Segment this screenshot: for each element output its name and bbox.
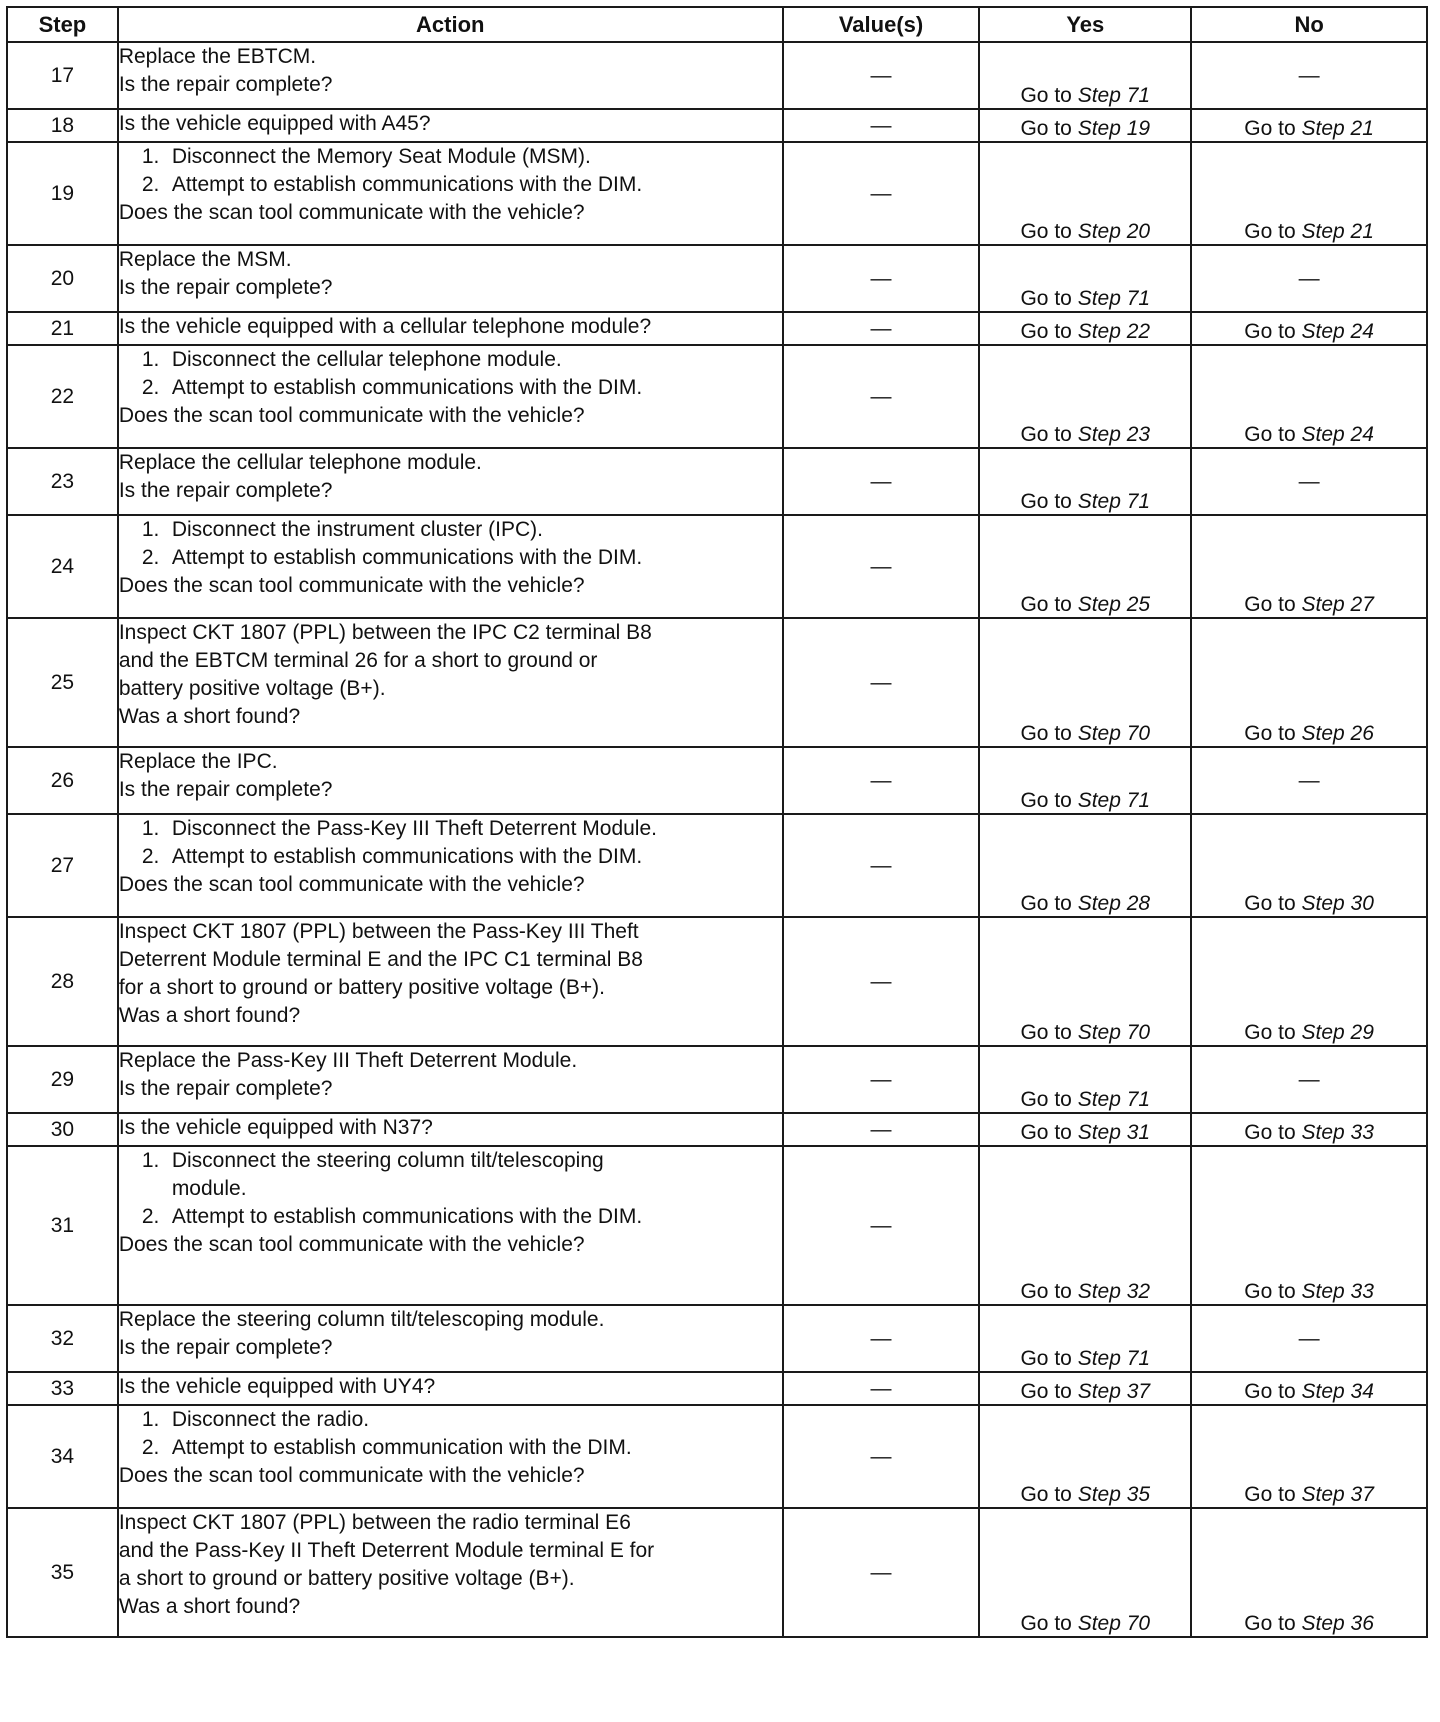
table-row [7,814,1427,917]
step-reference: Step 32 [1077,1280,1151,1303]
yes-cell [979,109,1191,142]
action-cell [118,1146,783,1305]
table-row [7,42,1427,109]
action-line [119,1462,782,1490]
go-to-prefix: Go to [1020,1088,1072,1111]
action-cell [118,42,783,109]
action-line [119,477,782,505]
action-line-text: Replace the cellular telephone module. [118,451,482,474]
yes-cell [979,1046,1191,1113]
action-line-text: Replace the MSM. [118,248,292,271]
action-line-text: Attempt to establish communication with the DIM. [171,1436,632,1459]
action-line-text: Does the scan tool communicate with the vehicle? [118,201,585,224]
value-cell: — [783,917,980,1046]
action-cell [118,1508,783,1637]
action-cell [118,245,783,312]
table-row [7,448,1427,515]
value-cell: — [783,1372,980,1405]
action-line [119,1537,782,1565]
yes-cell [979,515,1191,618]
action-line-text: Is the vehicle equipped with A45? [118,112,431,135]
header-yes: Yes [979,7,1191,42]
table-row [7,917,1427,1046]
step-reference: Step 71 [1077,789,1151,812]
action-line-text: battery positive voltage (B+). [118,677,386,700]
step-reference: Step 37 [1077,1380,1151,1403]
step-number: 34 [7,1405,118,1508]
step-number: 29 [7,1046,118,1113]
step-number: 28 [7,917,118,1046]
value-cell: — [783,747,980,814]
step-number: 35 [7,1508,118,1637]
go-to-prefix: Go to [1244,1121,1296,1144]
diagnostic-table [6,6,1428,1638]
action-line [119,1114,782,1142]
no-cell [1191,1508,1427,1637]
step-number: 21 [7,312,118,345]
action-cell [118,1113,783,1146]
table-row [7,1113,1427,1146]
action-cell [118,1405,783,1508]
step-reference: Step 33 [1301,1280,1374,1303]
step-number: 19 [7,142,118,245]
action-line [119,675,782,703]
no-cell: — [1191,448,1427,515]
step-number: 20 [7,245,118,312]
table-row [7,345,1427,448]
action-line [119,1509,782,1537]
go-to-prefix: Go to [1244,1483,1296,1506]
value-cell: — [783,1305,980,1372]
action-line-text: a short to ground or battery positive voltage (B+). [118,1567,575,1590]
action-line-text: Does the scan tool communicate with the vehicle? [118,1464,585,1487]
step-number: 31 [7,1146,118,1305]
step-number: 30 [7,1113,118,1146]
step-reference: Step 26 [1301,722,1374,745]
action-line-text: Is the repair complete? [118,479,333,502]
table-row [7,1146,1427,1305]
step-reference: Step 71 [1077,84,1151,107]
action-line [119,449,782,477]
action-line-text: Does the scan tool communicate with the vehicle? [118,1233,585,1256]
action-cell [118,917,783,1046]
table-row [7,1405,1427,1508]
action-line-text: for a short to ground or battery positive voltage (B+). [118,976,605,999]
yes-cell [979,448,1191,515]
go-to-prefix: Go to [1020,1021,1072,1044]
action-line-text: Deterrent Module terminal E and the IPC C1 terminal B8 [118,948,643,971]
action-line-text: Was a short found? [118,705,301,728]
go-to-prefix: Go to [1244,722,1296,745]
action-line [119,246,782,274]
action-cell [118,312,783,345]
step-reference: Step 28 [1077,892,1151,915]
table-row [7,1046,1427,1113]
go-to-prefix: Go to [1244,892,1296,915]
action-cell [118,345,783,448]
action-numbered-line [119,143,782,171]
step-reference: Step 37 [1301,1483,1374,1506]
action-numbered-line [119,346,782,374]
action-numbered-line [119,815,782,843]
action-line-text: Disconnect the Memory Seat Module (MSM). [171,145,591,168]
step-reference: Step 36 [1301,1612,1374,1635]
no-cell [1191,312,1427,345]
step-reference: Step 24 [1301,423,1374,446]
action-line-number: 2. [141,376,160,399]
value-cell: — [783,515,980,618]
value-cell: — [783,1405,980,1508]
no-cell: — [1191,245,1427,312]
action-line [119,1373,782,1401]
no-cell [1191,814,1427,917]
action-line-number: 1. [141,1149,160,1172]
go-to-prefix: Go to [1020,423,1072,446]
value-cell: — [783,109,980,142]
action-line [119,1002,782,1030]
action-line-text: Does the scan tool communicate with the vehicle? [118,873,585,896]
go-to-prefix: Go to [1020,117,1072,140]
table-row [7,618,1427,747]
action-line-text: and the Pass-Key II Theft Deterrent Module terminal E for [118,1539,655,1562]
action-numbered-line [119,1434,782,1462]
action-line-text: Is the repair complete? [118,276,333,299]
yes-cell [979,814,1191,917]
go-to-prefix: Go to [1020,1121,1072,1144]
action-line-number: 2. [141,173,160,196]
action-line-number: 2. [141,1205,160,1228]
action-numbered-line [119,516,782,544]
action-line-number: 1. [141,817,160,840]
action-line [119,71,782,99]
step-reference: Step 71 [1077,1347,1151,1370]
table-row [7,109,1427,142]
step-number: 23 [7,448,118,515]
action-line-number: 2. [141,546,160,569]
no-cell [1191,515,1427,618]
go-to-prefix: Go to [1020,1380,1072,1403]
action-line-text: Is the vehicle equipped with N37? [118,1116,433,1139]
step-reference: Step 20 [1077,220,1151,243]
go-to-prefix: Go to [1244,1021,1296,1044]
action-line [119,946,782,974]
action-numbered-line [119,843,782,871]
action-line-text: Attempt to establish communications with the DIM. [171,376,643,399]
action-line-text: and the EBTCM terminal 26 for a short to ground or [118,649,598,672]
action-line-text: Disconnect the radio. [171,1408,370,1431]
action-line-number: 1. [141,1408,160,1431]
step-reference: Step 35 [1077,1483,1151,1506]
go-to-prefix: Go to [1020,287,1072,310]
table-body [7,42,1427,1637]
action-line [119,918,782,946]
table-row [7,312,1427,345]
go-to-prefix: Go to [1020,1612,1072,1635]
value-cell: — [783,42,980,109]
step-reference: Step 34 [1301,1380,1374,1403]
action-line-text: Attempt to establish communications with the DIM. [171,1205,643,1228]
step-number: 24 [7,515,118,618]
step-number: 17 [7,42,118,109]
no-cell [1191,1372,1427,1405]
step-reference: Step 70 [1077,722,1151,745]
no-cell [1191,345,1427,448]
no-cell: — [1191,747,1427,814]
action-numbered-line [119,544,782,572]
table-row [7,245,1427,312]
step-reference: Step 29 [1301,1021,1374,1044]
action-line-text: Disconnect the Pass-Key III Theft Deterrent Module. [171,817,657,840]
action-line-number: 1. [141,145,160,168]
value-cell: — [783,618,980,747]
action-line-text: Attempt to establish communications with the DIM. [171,546,643,569]
action-line-number: 1. [141,348,160,371]
go-to-prefix: Go to [1020,593,1072,616]
step-number: 27 [7,814,118,917]
action-line-text: Does the scan tool communicate with the vehicle? [118,574,585,597]
action-line-text: Attempt to establish communications with the DIM. [171,173,643,196]
action-cell [118,1046,783,1113]
go-to-prefix: Go to [1020,220,1072,243]
action-line [119,647,782,675]
action-line [119,1075,782,1103]
action-line [119,619,782,647]
go-to-prefix: Go to [1244,1380,1296,1403]
action-line-text: Was a short found? [118,1595,301,1618]
action-line-text: Disconnect the steering column tilt/telescoping [171,1149,604,1172]
action-cell [118,747,783,814]
value-cell: — [783,1146,980,1305]
action-line-number: 2. [141,1436,160,1459]
action-line [119,313,782,341]
action-numbered-line [119,1203,782,1231]
step-number: 32 [7,1305,118,1372]
action-line-text: Is the repair complete? [118,1077,333,1100]
value-cell: — [783,245,980,312]
action-cell [118,142,783,245]
action-line [119,110,782,138]
action-line-text: Disconnect the cellular telephone module. [171,348,562,371]
action-numbered-line [119,374,782,402]
header-no: No [1191,7,1427,42]
action-line [119,402,782,430]
action-line-text: Is the vehicle equipped with a cellular telephone module? [118,315,652,338]
step-reference: Step 71 [1077,1088,1151,1111]
go-to-prefix: Go to [1244,1612,1296,1635]
yes-cell [979,142,1191,245]
action-line-text: Is the vehicle equipped with UY4? [118,1375,436,1398]
action-line-text: Is the repair complete? [118,73,333,96]
action-line [119,748,782,776]
action-numbered-line [119,171,782,199]
action-cell [118,109,783,142]
yes-cell [979,345,1191,448]
go-to-prefix: Go to [1020,722,1072,745]
step-reference: Step 30 [1301,892,1374,915]
header-row [7,7,1427,42]
yes-cell [979,917,1191,1046]
value-cell: — [783,814,980,917]
step-reference: Step 31 [1077,1121,1151,1144]
go-to-prefix: Go to [1020,1347,1072,1370]
step-reference: Step 23 [1077,423,1151,446]
go-to-prefix: Go to [1020,84,1072,107]
step-reference: Step 24 [1301,320,1374,343]
action-line [119,1231,782,1259]
go-to-prefix: Go to [1244,220,1296,243]
action-line [119,274,782,302]
step-reference: Step 19 [1077,117,1151,140]
yes-cell [979,245,1191,312]
step-reference: Step 25 [1077,593,1151,616]
action-line-number: 2. [141,845,160,868]
go-to-prefix: Go to [1020,892,1072,915]
yes-cell [979,1508,1191,1637]
action-cell [118,1372,783,1405]
step-number: 25 [7,618,118,747]
action-cell [118,814,783,917]
header-action: Action [118,7,783,42]
go-to-prefix: Go to [1244,320,1296,343]
action-cell [118,515,783,618]
yes-cell [979,1113,1191,1146]
step-reference: Step 71 [1077,287,1151,310]
no-cell [1191,1113,1427,1146]
value-cell: — [783,142,980,245]
no-cell [1191,1146,1427,1305]
action-line-text: Inspect CKT 1807 (PPL) between the Pass-Key III Theft [118,920,639,943]
action-line-text: Replace the IPC. [118,750,278,773]
value-cell: — [783,312,980,345]
step-reference: Step 21 [1301,117,1374,140]
action-line [119,1334,782,1362]
step-reference: Step 33 [1301,1121,1374,1144]
action-line [119,1175,782,1203]
yes-cell [979,618,1191,747]
no-cell [1191,142,1427,245]
action-line [119,199,782,227]
action-line [119,776,782,804]
no-cell [1191,109,1427,142]
step-number: 18 [7,109,118,142]
value-cell: — [783,448,980,515]
table-row [7,1372,1427,1405]
no-cell: — [1191,42,1427,109]
action-cell [118,448,783,515]
table-row [7,1305,1427,1372]
step-reference: Step 70 [1077,1612,1151,1635]
value-cell: — [783,345,980,448]
table-row [7,515,1427,618]
action-numbered-line [119,1147,782,1175]
action-line-number: 1. [141,518,160,541]
table-row [7,142,1427,245]
action-cell [118,618,783,747]
yes-cell [979,1305,1191,1372]
action-line-text: Is the repair complete? [118,778,333,801]
no-cell [1191,917,1427,1046]
action-line [119,1565,782,1593]
yes-cell [979,1372,1191,1405]
step-number: 26 [7,747,118,814]
action-line [119,703,782,731]
action-line [119,43,782,71]
step-reference: Step 27 [1301,593,1374,616]
table-header [7,7,1427,42]
table-row [7,1508,1427,1637]
go-to-prefix: Go to [1244,423,1296,446]
step-reference: Step 70 [1077,1021,1151,1044]
yes-cell [979,312,1191,345]
go-to-prefix: Go to [1244,593,1296,616]
yes-cell [979,1146,1191,1305]
action-numbered-line [119,1406,782,1434]
no-cell [1191,618,1427,747]
action-line [119,1306,782,1334]
action-line-text: Replace the Pass-Key III Theft Deterrent Module. [118,1049,578,1072]
step-reference: Step 21 [1301,220,1374,243]
yes-cell [979,747,1191,814]
go-to-prefix: Go to [1244,1280,1296,1303]
action-line-text: Disconnect the instrument cluster (IPC). [171,518,543,541]
action-line-text: module. [171,1177,247,1200]
action-line-text: Was a short found? [118,1004,301,1027]
action-line-text: Replace the steering column tilt/telescoping module. [118,1308,605,1331]
step-number: 22 [7,345,118,448]
action-line [119,572,782,600]
value-cell: — [783,1508,980,1637]
action-line [119,1593,782,1621]
action-line-text: Attempt to establish communications with the DIM. [171,845,643,868]
step-reference: Step 71 [1077,490,1151,513]
yes-cell [979,42,1191,109]
header-step: Step [7,7,118,42]
action-line-text: Inspect CKT 1807 (PPL) between the radio terminal E6 [118,1511,631,1534]
go-to-prefix: Go to [1020,490,1072,513]
action-line [119,1047,782,1075]
go-to-prefix: Go to [1244,117,1296,140]
value-cell: — [783,1046,980,1113]
action-cell [118,1305,783,1372]
action-line-text: Is the repair complete? [118,1336,333,1359]
no-cell [1191,1405,1427,1508]
no-cell: — [1191,1305,1427,1372]
step-number: 33 [7,1372,118,1405]
go-to-prefix: Go to [1020,1483,1072,1506]
go-to-prefix: Go to [1020,1280,1072,1303]
yes-cell [979,1405,1191,1508]
step-reference: Step 22 [1077,320,1151,343]
action-line [119,871,782,899]
action-line-text: Replace the EBTCM. [118,45,317,68]
go-to-prefix: Go to [1020,789,1072,812]
action-line-text: Does the scan tool communicate with the vehicle? [118,404,585,427]
action-line-text: Inspect CKT 1807 (PPL) between the IPC C2 terminal B8 [118,621,652,644]
header-values: Value(s) [783,7,980,42]
no-cell: — [1191,1046,1427,1113]
value-cell: — [783,1113,980,1146]
go-to-prefix: Go to [1020,320,1072,343]
table-row [7,747,1427,814]
action-line [119,974,782,1002]
